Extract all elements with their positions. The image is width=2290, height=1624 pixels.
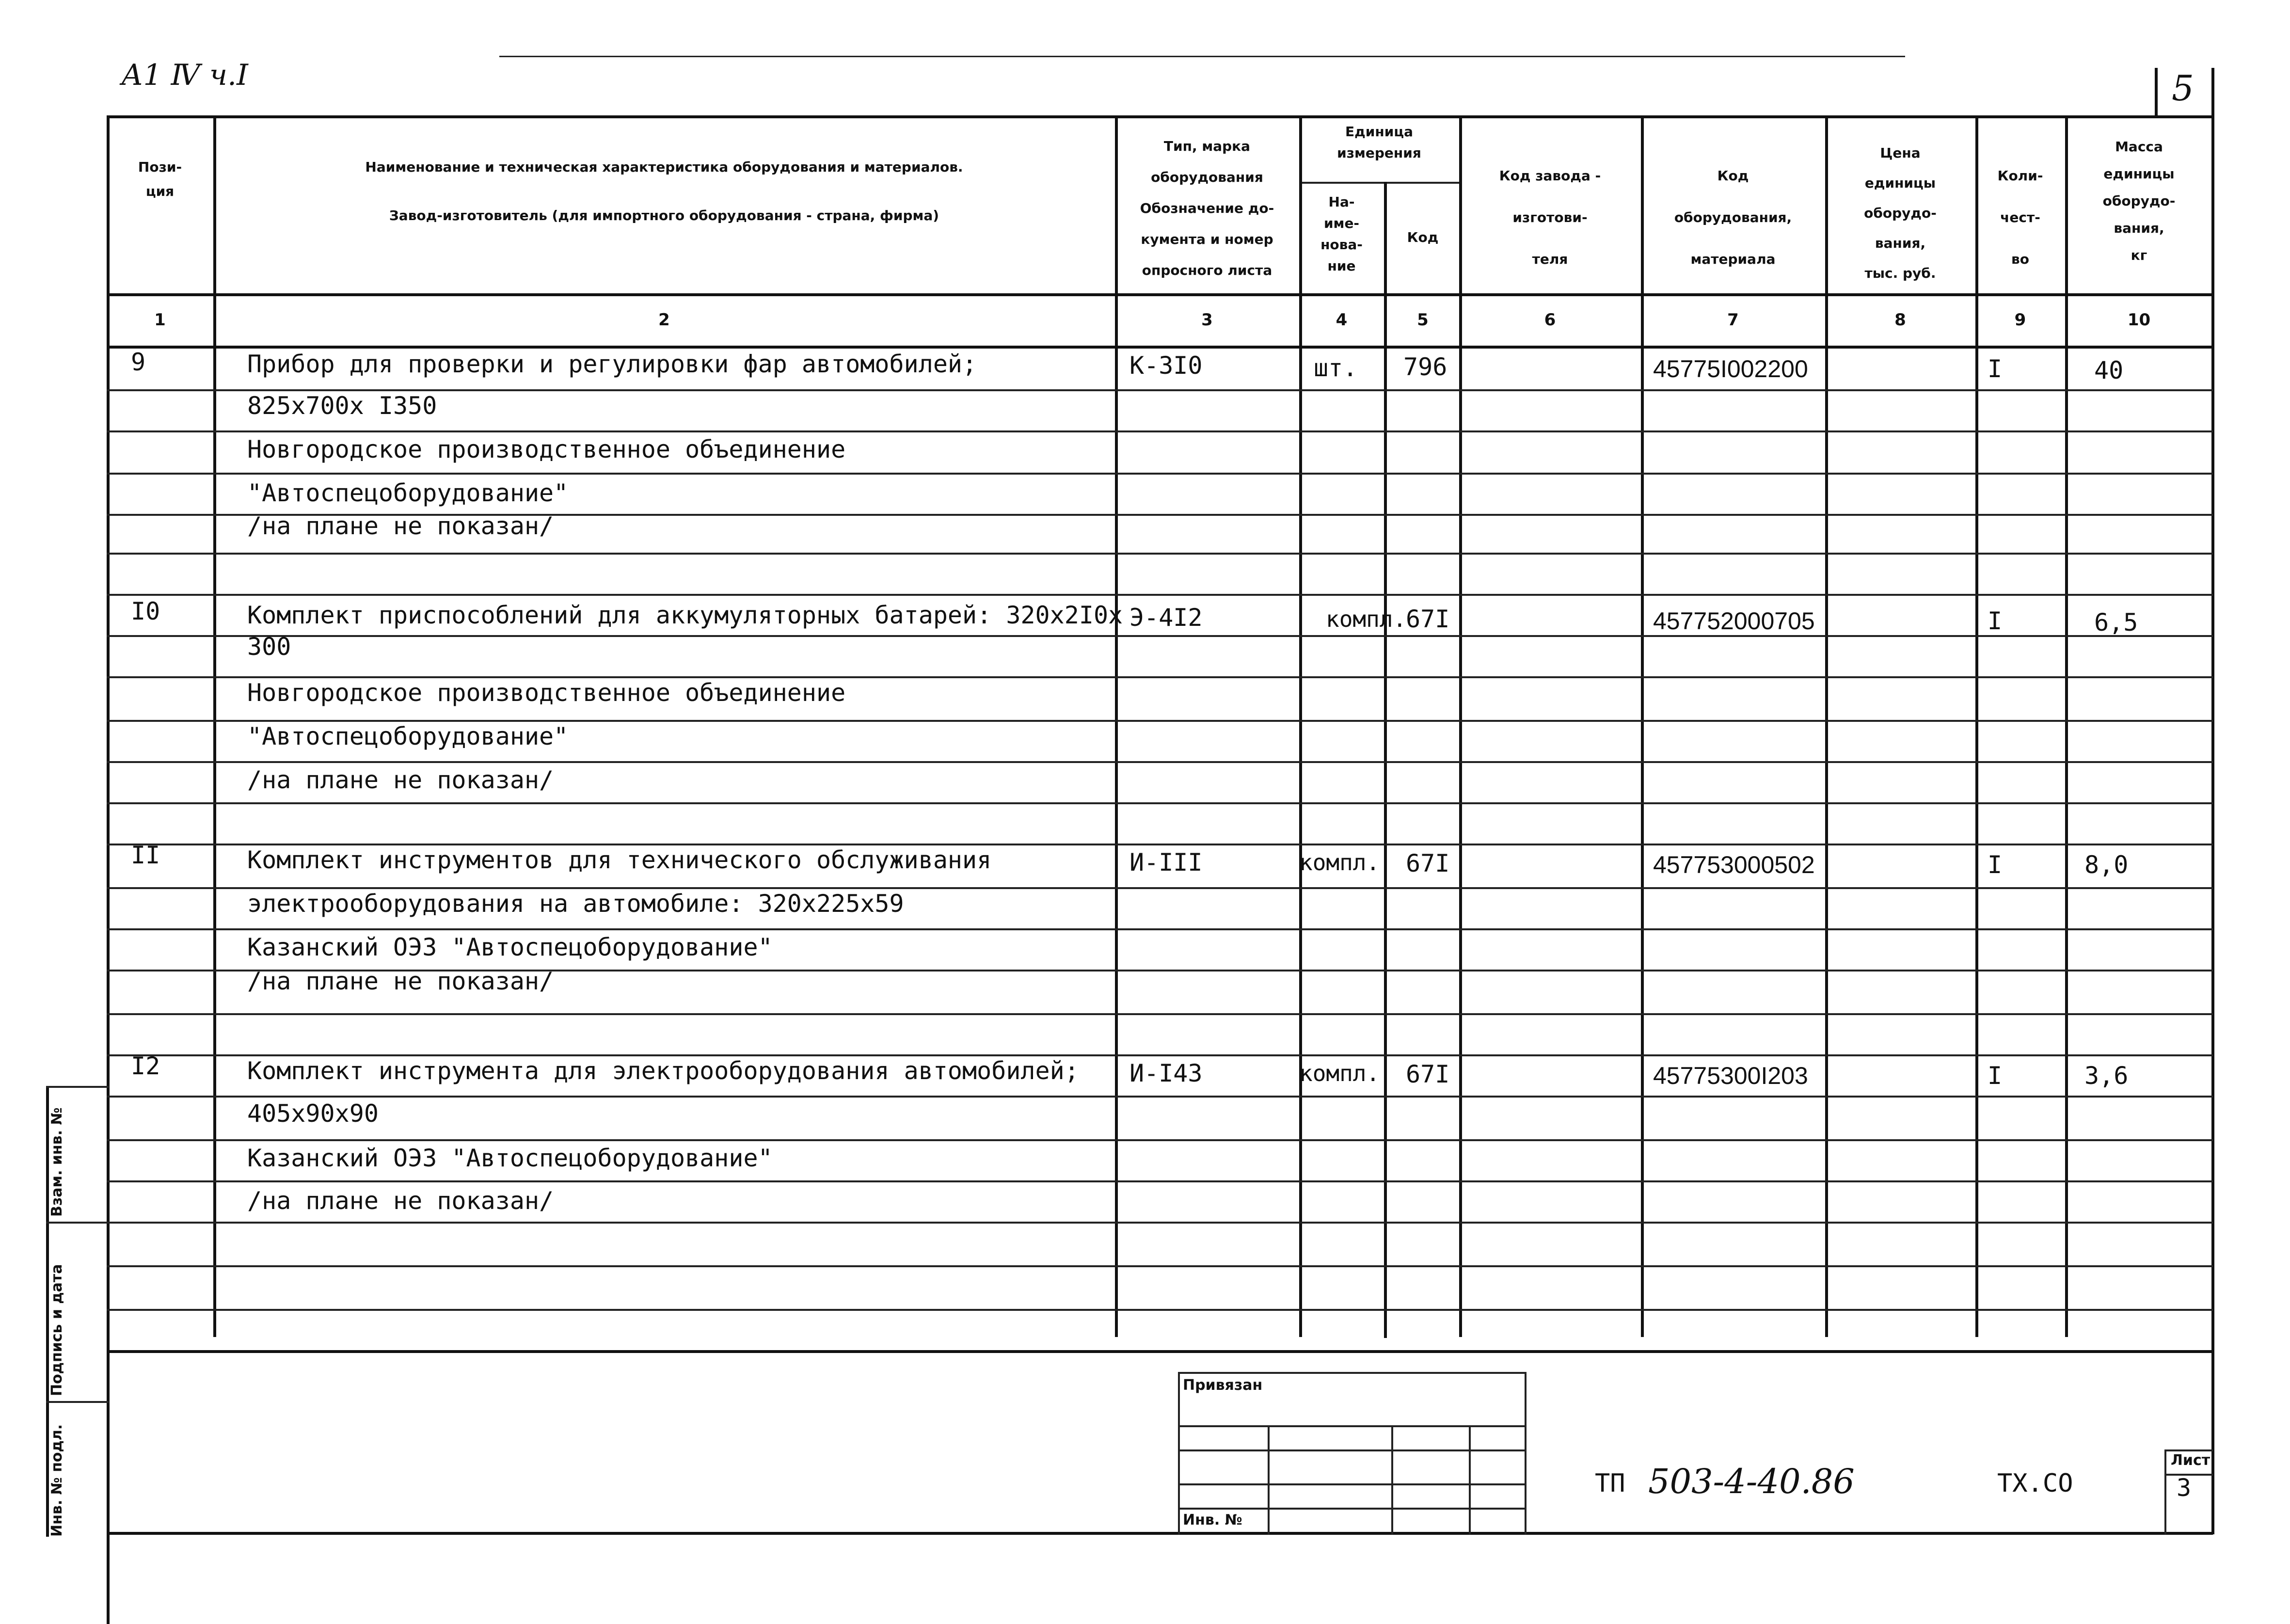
- side-strip-top: [46, 1086, 109, 1088]
- row-10-line-5: /на плане не показан/: [247, 766, 554, 794]
- row-10-line-3: Новгородское производственное объединение: [247, 679, 846, 707]
- row-line: [107, 802, 2213, 804]
- row-12-quantity: I: [1988, 1062, 2003, 1090]
- row-12-unit-code: 67I: [1406, 1060, 1450, 1088]
- row-10-line-2: 300: [247, 633, 291, 661]
- row-9-equipment-code: 45775I002200: [1653, 355, 1808, 382]
- row-12-equipment-code: 45775300I203: [1653, 1062, 1808, 1089]
- row-9-unit-code: 796: [1403, 353, 1447, 381]
- header-equipment-code: Код оборудования, материала: [1674, 168, 1792, 267]
- sheet-box-left: [2164, 1449, 2166, 1534]
- header-mass: Масса единицы оборудо- вания, кг: [2102, 139, 2176, 263]
- top-note: А1 Ⅳ ч.I: [121, 58, 248, 92]
- row-line: [107, 844, 2213, 845]
- header-price: Цена единицы оборудо- вания, тыс. руб.: [1864, 145, 1937, 281]
- stamp-line: [1178, 1508, 1525, 1510]
- col-number-4: 4: [1336, 310, 1348, 330]
- row-line: [107, 1054, 2213, 1056]
- row-line: [107, 676, 2213, 678]
- col-number-10: 10: [2127, 310, 2151, 330]
- row-line: [107, 635, 2213, 637]
- row-9-line-4: "Автоспецоборудование": [247, 479, 569, 507]
- sheet-box-top: [2164, 1449, 2213, 1451]
- col-number-6: 6: [1544, 310, 1556, 330]
- row-line: [107, 720, 2213, 722]
- header-unit-code: Код: [1407, 229, 1439, 245]
- col-line-8: [1975, 115, 1978, 1337]
- row-line: [107, 1139, 2213, 1141]
- row-9-line-5: /на плане не показан/: [247, 512, 554, 540]
- side-strip-divider: [46, 1222, 109, 1224]
- col-number-8: 8: [1894, 310, 1906, 330]
- row-line: [107, 1309, 2213, 1311]
- row-12-line-2: 405х90х90: [247, 1099, 379, 1128]
- row-12-position: I2: [131, 1052, 160, 1080]
- row-10-mass: 6,5: [2094, 608, 2138, 637]
- row-line: [107, 928, 2213, 930]
- stamp-inv-label: Инв. №: [1183, 1512, 1242, 1528]
- frame-bottom: [107, 1532, 2213, 1535]
- stamp-col: [1469, 1425, 1471, 1534]
- stamp-line: [1178, 1483, 1525, 1485]
- row-9-mass: 40: [2094, 356, 2124, 384]
- side-label-replacement-inv: Взам. инв. №: [48, 1107, 65, 1217]
- header-position: Пози- ция: [138, 159, 182, 199]
- row-10-unit: компл.: [1326, 606, 1407, 632]
- page-number: 5: [2172, 68, 2194, 109]
- page-number-box-left: [2155, 68, 2158, 116]
- stamp-top: [1178, 1372, 1525, 1374]
- numbers-bottom: [107, 346, 2213, 349]
- col-line-5: [1459, 115, 1462, 1337]
- row-10-position: I0: [131, 597, 160, 625]
- row-11-quantity: I: [1988, 851, 2003, 879]
- frame-right: [2211, 68, 2214, 1534]
- row-line: [107, 1222, 2213, 1224]
- row-10-type: Э-4I2: [1129, 604, 1203, 632]
- header-name-line2: Завод-изготовитель (для импортного оборудования - страна, фирма): [389, 207, 939, 223]
- row-11-equipment-code: 457753000502: [1653, 851, 1815, 878]
- row-line: [107, 553, 2213, 555]
- stamp-right: [1525, 1372, 1527, 1534]
- row-9-position: 9: [131, 348, 146, 376]
- row-line: [107, 1013, 2213, 1015]
- stamp-line: [1178, 1425, 1525, 1427]
- col-line-3: [1299, 115, 1302, 1337]
- side-strip-divider: [46, 1401, 109, 1403]
- col-number-2: 2: [658, 310, 670, 330]
- row-11-position: II: [131, 841, 160, 869]
- row-9-line-3: Новгородское производственное объединение: [247, 435, 846, 463]
- page-number-box-bottom: [2155, 115, 2213, 118]
- header-bottom: [107, 293, 2213, 296]
- row-line: [107, 430, 2213, 432]
- row-12-mass: 3,6: [2084, 1062, 2129, 1090]
- stamp-col: [1268, 1425, 1270, 1534]
- doc-code: 503-4-40.86: [1648, 1462, 1855, 1501]
- row-10-equipment-code: 457752000705: [1653, 607, 1815, 635]
- col-number-9: 9: [2014, 310, 2026, 330]
- row-9-type: К-3I0: [1129, 351, 1203, 380]
- col-line-9: [2065, 115, 2068, 1337]
- stamp-col: [1391, 1425, 1393, 1534]
- col-number-3: 3: [1201, 310, 1213, 330]
- row-12-unit: компл.: [1299, 1060, 1380, 1086]
- frame-top: [107, 115, 2213, 118]
- header-name-line1: Наименование и техническая характеристика оборудования и материалов.: [365, 159, 963, 175]
- side-label-signature-date: Подпись и дата: [48, 1264, 65, 1396]
- row-line: [107, 1265, 2213, 1267]
- col-line-7: [1825, 115, 1828, 1337]
- stamp-line: [1178, 1449, 1525, 1451]
- row-12-line-4: /на плане не показан/: [247, 1187, 554, 1215]
- header-unit: Единица измерения: [1337, 124, 1421, 161]
- row-9-line-2: 825х700х I350: [247, 392, 437, 420]
- col-number-7: 7: [1727, 310, 1739, 330]
- row-9-quantity: I: [1988, 355, 2003, 383]
- row-line: [107, 389, 2213, 391]
- col-number-1: 1: [154, 310, 166, 330]
- row-10-quantity: I: [1988, 607, 2003, 635]
- row-12-line-1: Комплект инструмента для электрооборудования автомобилей;: [247, 1057, 1079, 1085]
- row-10-line-1: Комплект приспособлений для аккумуляторных батарей: 320х2I0х: [247, 601, 1123, 629]
- row-11-line-3: Казанский ОЭЗ "Автоспецоборудование": [247, 933, 773, 961]
- col-number-5: 5: [1417, 310, 1429, 330]
- row-11-mass: 8,0: [2084, 851, 2129, 879]
- stamp-bound-label: Привязан: [1183, 1377, 1263, 1394]
- row-11-line-1: Комплект инструментов для технического обслуживания: [247, 846, 992, 874]
- scan-top-edge: [499, 56, 1905, 57]
- header-maker-code: Код завода - изготови- теля: [1499, 168, 1601, 267]
- side-label-original-inv: Инв. № подл.: [48, 1424, 65, 1537]
- table-end-line: [107, 1350, 2213, 1353]
- col-line-1: [213, 115, 216, 1337]
- header-quantity: Коли- чест- во: [1997, 168, 2043, 267]
- row-12-type: И-I43: [1129, 1059, 1203, 1087]
- row-11-unit-code: 67I: [1406, 849, 1450, 877]
- row-11-unit: компл.: [1299, 849, 1380, 876]
- row-line: [107, 1096, 2213, 1098]
- header-type: Тип, марка оборудования Обозначение до- кумента и номер опросного листа: [1140, 138, 1274, 278]
- row-line: [107, 473, 2213, 475]
- sheet-label: Лист: [2171, 1452, 2210, 1469]
- row-9-unit: шт.: [1314, 354, 1358, 382]
- col-line-4: [1384, 182, 1387, 1338]
- col-line-2: [1115, 115, 1118, 1337]
- row-10-line-4: "Автоспецоборудование": [247, 722, 569, 750]
- row-11-line-4: /на плане не показан/: [247, 967, 554, 995]
- row-line: [107, 594, 2213, 596]
- row-11-type: И-III: [1129, 848, 1203, 876]
- row-line: [107, 761, 2213, 763]
- row-line: [107, 1180, 2213, 1182]
- row-line: [107, 887, 2213, 889]
- doc-suffix: ТХ.СО: [1997, 1469, 2073, 1498]
- row-11-line-2: электрооборудования на автомобиле: 320х225х59: [247, 890, 904, 918]
- stamp-left: [1178, 1372, 1180, 1534]
- sheet-number: 3: [2177, 1474, 2192, 1502]
- row-12-line-3: Казанский ОЭЗ "Автоспецоборудование": [247, 1144, 773, 1172]
- doc-prefix: ТП: [1595, 1469, 1625, 1498]
- row-9-line-1: Прибор для проверки и регулировки фар автомобилей;: [247, 350, 977, 378]
- col-line-6: [1641, 115, 1644, 1337]
- header-unit-name: На- име- нова- ние: [1320, 194, 1363, 274]
- row-10-unit-code: 67I: [1406, 605, 1450, 633]
- frame-left: [107, 115, 110, 1624]
- unit-split: [1299, 182, 1459, 184]
